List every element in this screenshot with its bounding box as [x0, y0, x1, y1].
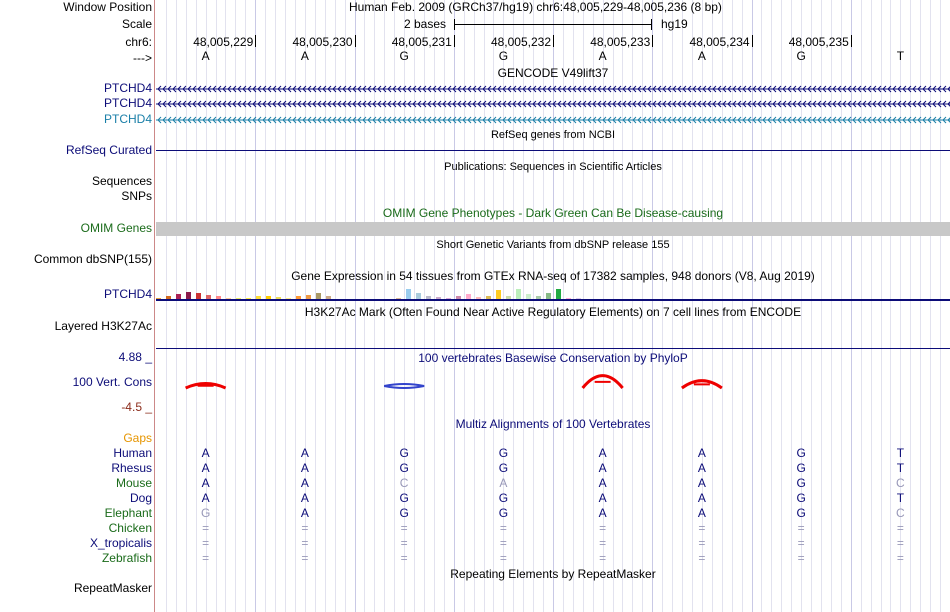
gtex-track-title: Gene Expression in 54 tissues from GTEx RNA-seq of 17382 samples, 948 donors (V8, Aug 2019) [291, 269, 815, 283]
aligned-base: = [499, 536, 507, 550]
aligned-base: = [797, 551, 805, 565]
aligned-base: A [300, 446, 309, 460]
aligned-base: A [201, 461, 210, 475]
reference-base: A [300, 49, 309, 63]
aligned-base: = [202, 536, 210, 550]
aligned-base: A [697, 491, 706, 505]
omim-genes-label[interactable]: OMIM Genes [80, 221, 152, 235]
ruler-tick [355, 35, 356, 47]
gencode-gene-line-1[interactable] [156, 83, 950, 95]
aligned-base: G [399, 491, 409, 505]
aligned-base: = [599, 536, 607, 550]
ruler-tick [454, 35, 455, 47]
aligned-base: A [201, 491, 210, 505]
aligned-base: = [301, 536, 309, 550]
multiz-track-title: Multiz Alignments of 100 Vertebrates [455, 417, 651, 431]
gtex-gene-label[interactable]: PTCHD4 [103, 287, 152, 301]
aligned-base: = [499, 551, 507, 565]
gtex-gene-baseline [156, 299, 950, 301]
reference-base: T [896, 49, 905, 63]
aligned-base: A [598, 446, 607, 460]
phylop-conservation-plot[interactable] [156, 366, 950, 400]
aligned-base: = [896, 536, 904, 550]
aligned-base: T [896, 491, 905, 505]
refseq-gene-line[interactable] [156, 150, 950, 151]
strand-label: ---> [133, 51, 152, 65]
aligned-base: G [399, 506, 409, 520]
aligned-base: G [498, 506, 509, 520]
scale-label: Scale [121, 17, 152, 31]
aligned-base: A [598, 476, 607, 490]
aligned-base: = [400, 536, 408, 550]
aligned-base: = [698, 551, 706, 565]
sequences-label[interactable]: Sequences [91, 174, 152, 188]
window-position-label: Window Position [63, 0, 152, 14]
dbsnp-track-title: Short Genetic Variants from dbSNP release 155 [436, 239, 670, 251]
omim-gene-bar[interactable] [156, 222, 950, 236]
aligned-base: G [498, 461, 509, 475]
gene-intron-chevrons [156, 86, 950, 92]
scale-bar [454, 17, 652, 32]
aligned-base: T [896, 461, 905, 475]
ruler-position-label: 48,005,229 [193, 35, 254, 49]
aligned-base: A [697, 461, 706, 475]
h3k27ac-baseline [156, 348, 950, 349]
ruler-tick [255, 35, 256, 47]
aligned-base: A [300, 461, 309, 475]
aligned-base: G [498, 446, 509, 460]
aligned-base: C [399, 476, 409, 490]
gene-intron-chevrons [156, 101, 950, 107]
aligned-base: G [796, 491, 806, 505]
aligned-base: = [599, 521, 607, 535]
reference-base: G [498, 49, 509, 63]
aligned-base: A [201, 446, 210, 460]
aligned-base: A [300, 506, 309, 520]
aligned-base: A [300, 491, 309, 505]
species-label[interactable]: Zebrafish [101, 551, 152, 565]
species-label[interactable]: Mouse [115, 476, 152, 490]
aligned-base: G [796, 476, 806, 490]
ruler-tick [851, 35, 852, 47]
ruler-position-label: 48,005,235 [788, 35, 849, 49]
aligned-base: G [498, 491, 509, 505]
aligned-base: G [399, 446, 409, 460]
aligned-base: G [796, 446, 806, 460]
ruler-tick [752, 35, 753, 47]
phylop-min-label: -4.5 _ [121, 400, 152, 414]
chrom-label: chr6: [125, 35, 152, 49]
label-panel-divider [154, 0, 155, 612]
aligned-base: = [400, 521, 408, 535]
aligned-base: = [202, 521, 210, 535]
species-label[interactable]: X_tropicalis [89, 536, 152, 550]
aligned-base: A [201, 476, 210, 490]
aligned-base: A [598, 506, 607, 520]
gencode-item-label-3[interactable]: PTCHD4 [103, 112, 152, 126]
publications-track-title: Publications: Sequences in Scientific Articles [444, 161, 662, 173]
phylop-score-mark [384, 384, 424, 388]
aligned-base: = [698, 521, 706, 535]
h3k27ac-label[interactable]: Layered H3K27Ac [54, 319, 152, 333]
gencode-item-label-2[interactable]: PTCHD4 [103, 96, 152, 110]
species-label[interactable]: Human [113, 446, 152, 460]
aligned-base: G [399, 461, 409, 475]
aligned-base: C [896, 506, 905, 520]
ruler-tick [553, 35, 554, 47]
aligned-base: = [599, 551, 607, 565]
ruler-position-label: 48,005,234 [689, 35, 750, 49]
repeatmasker-track-title: Repeating Elements by RepeatMasker [450, 567, 656, 581]
aligned-base: T [896, 446, 905, 460]
repeatmasker-label[interactable]: RepeatMasker [73, 581, 152, 595]
aligned-base: G [200, 506, 211, 520]
species-label[interactable]: Rhesus [111, 461, 152, 475]
ruler-position-label: 48,005,232 [490, 35, 551, 49]
aligned-base: A [697, 506, 706, 520]
ruler-position-label: 48,005,230 [292, 35, 353, 49]
aligned-base: = [698, 536, 706, 550]
reference-base: A [697, 49, 706, 63]
aligned-base: = [896, 551, 904, 565]
aligned-base: = [202, 551, 210, 565]
assembly-position-title: Human Feb. 2009 (GRCh37/hg19) chr6:48,005,229-48,005,236 (8 bp) [349, 0, 722, 14]
aligned-base: = [797, 536, 805, 550]
phylop-max-label: 4.88 _ [118, 350, 152, 364]
aligned-base: A [697, 446, 706, 460]
phylop-track-title: 100 vertebrates Basewise Conservation by PhyloP [418, 351, 688, 365]
reference-base: G [399, 49, 409, 63]
h3k27ac-track-title: H3K27Ac Mark (Often Found Near Active Regulatory Elements) on 7 cell lines from ENCODE [304, 305, 802, 319]
aligned-base: A [598, 491, 607, 505]
gencode-track-title: GENCODE V49lift37 [497, 66, 609, 80]
gencode-gene-line-2[interactable] [156, 98, 950, 110]
refseq-curated-label[interactable]: RefSeq Curated [65, 143, 152, 157]
aligned-base: = [797, 521, 805, 535]
aligned-base: = [896, 521, 904, 535]
aligned-base: A [499, 476, 508, 490]
gtex-expression-bars[interactable] [156, 284, 556, 300]
gencode-gene-line-3[interactable] [156, 114, 950, 126]
aligned-base: A [598, 461, 607, 475]
phylop-label[interactable]: 100 Vert. Cons [72, 375, 152, 389]
aligned-base: G [796, 461, 806, 475]
aligned-base: A [300, 476, 309, 490]
omim-track-title: OMIM Gene Phenotypes - Dark Green Can Be Disease-causing [382, 206, 724, 220]
reference-base: A [598, 49, 607, 63]
species-label[interactable]: Dog [129, 491, 152, 505]
aligned-base: = [499, 521, 507, 535]
aligned-base: G [796, 506, 806, 520]
aligned-base: C [896, 476, 905, 490]
multiz-gaps-label[interactable]: Gaps [123, 431, 152, 445]
ruler-tick [652, 35, 653, 47]
scale-text: 2 bases [404, 17, 447, 31]
snps-label[interactable]: SNPs [121, 189, 152, 203]
refseq-track-title: RefSeq genes from NCBI [490, 129, 616, 141]
aligned-base: = [301, 521, 309, 535]
reference-base: A [201, 49, 210, 63]
aligned-base: A [697, 476, 706, 490]
ruler-position-label: 48,005,233 [590, 35, 651, 49]
ruler-position-label: 48,005,231 [391, 35, 452, 49]
dbsnp-label[interactable]: Common dbSNP(155) [33, 252, 152, 266]
gencode-item-label-1[interactable]: PTCHD4 [103, 81, 152, 95]
aligned-base: = [301, 551, 309, 565]
reference-base: G [796, 49, 806, 63]
gene-intron-chevrons [156, 117, 950, 123]
aligned-base: = [400, 551, 408, 565]
scale-db: hg19 [661, 17, 688, 31]
species-label[interactable]: Elephant [104, 506, 152, 520]
species-label[interactable]: Chicken [108, 521, 152, 535]
